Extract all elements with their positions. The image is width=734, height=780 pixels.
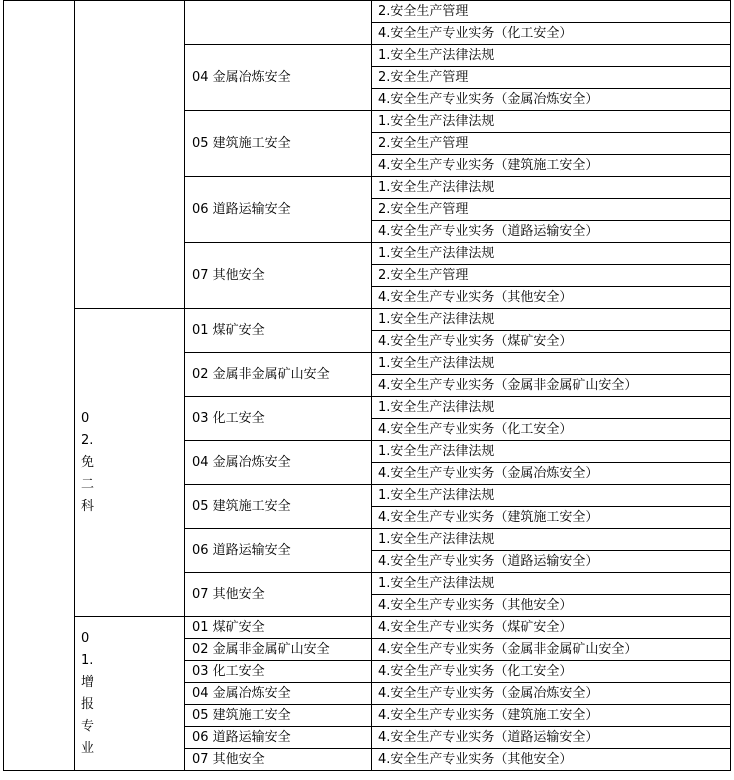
subject-cell	[372, 221, 731, 243]
subject-name: 4.安全生产专业实务（建筑施工安全）	[378, 510, 599, 525]
category-name: 06 道路运输安全	[192, 202, 291, 217]
group-label-line: 科	[81, 498, 95, 514]
category-name: 04 金属冶炼安全	[192, 455, 291, 470]
subject-cell	[372, 573, 731, 595]
subject-name: 1.安全生产法律法规	[378, 532, 495, 547]
subject-cell	[372, 177, 731, 199]
subject-name: 1.安全生产法律法规	[378, 356, 495, 371]
subject-name: 4.安全生产专业实务（建筑施工安全）	[378, 158, 599, 173]
subject-name: 4.安全生产专业实务（建筑施工安全）	[378, 708, 599, 723]
category-cell	[185, 573, 372, 617]
group-label-cell	[75, 309, 185, 617]
subject-name: 4.安全生产专业实务（金属冶炼安全）	[378, 686, 599, 701]
table-body	[4, 1, 731, 771]
category-name: 03 化工安全	[192, 664, 265, 679]
category-name: 02 金属非金属矿山安全	[192, 642, 330, 657]
subject-cell	[372, 727, 731, 749]
subject-name: 1.安全生产法律法规	[378, 576, 495, 591]
group-label	[81, 408, 97, 518]
subject-cell	[372, 507, 731, 529]
category-cell	[185, 749, 372, 771]
category-name: 05 建筑施工安全	[192, 499, 291, 514]
subject-cell	[372, 485, 731, 507]
category-name: 06 道路运输安全	[192, 730, 291, 745]
subject-name: 2.安全生产管理	[378, 70, 469, 85]
subject-name: 1.安全生产法律法规	[378, 114, 495, 129]
subject-cell	[372, 397, 731, 419]
subject-name: 4.安全生产专业实务（煤矿安全）	[378, 334, 573, 349]
group-label-line: 02.	[81, 410, 94, 448]
subject-name: 2.安全生产管理	[378, 202, 469, 217]
group-label-line: 免	[81, 454, 95, 470]
category-name: 01 煤矿安全	[192, 620, 265, 635]
subject-name: 1.安全生产法律法规	[378, 400, 495, 415]
subject-cell	[372, 551, 731, 573]
category-name: 06 道路运输安全	[192, 543, 291, 558]
table-row	[4, 617, 731, 639]
subject-name: 1.安全生产法律法规	[378, 246, 495, 261]
category-name: 07 其他安全	[192, 268, 265, 283]
category-name: 03 化工安全	[192, 411, 265, 426]
subject-cell	[372, 199, 731, 221]
subject-name: 1.安全生产法律法规	[378, 180, 495, 195]
subject-cell	[372, 639, 731, 661]
subject-name: 4.安全生产专业实务（化工安全）	[378, 26, 573, 41]
category-cell	[185, 353, 372, 397]
group-label-line: 专	[81, 718, 95, 734]
subject-cell	[372, 683, 731, 705]
subject-name: 4.安全生产专业实务（金属非金属矿山安全）	[378, 378, 638, 393]
subject-name: 2.安全生产管理	[378, 136, 469, 151]
category-cell	[185, 617, 372, 639]
blank-first-column	[4, 1, 75, 771]
group-label-cell	[75, 617, 185, 771]
subject-name: 4.安全生产专业实务（金属冶炼安全）	[378, 466, 599, 481]
category-cell	[185, 727, 372, 749]
category-cell	[185, 111, 372, 177]
subject-cell	[372, 133, 731, 155]
subject-name: 1.安全生产法律法规	[378, 312, 495, 327]
subject-name: 4.安全生产专业实务（煤矿安全）	[378, 620, 573, 635]
group-label-cell	[75, 1, 185, 309]
category-name: 05 建筑施工安全	[192, 708, 291, 723]
subject-cell	[372, 111, 731, 133]
group-label-line: 增	[81, 674, 95, 690]
category-name: 07 其他安全	[192, 587, 265, 602]
subject-cell	[372, 287, 731, 309]
subject-name: 4.安全生产专业实务（道路运输安全）	[378, 224, 599, 239]
subject-cell	[372, 1, 731, 23]
category-cell	[185, 683, 372, 705]
subject-name: 4.安全生产专业实务（化工安全）	[378, 664, 573, 679]
subject-name: 1.安全生产法律法规	[378, 48, 495, 63]
group-label-line: 01.	[81, 630, 94, 668]
table-row	[4, 309, 731, 331]
category-name: 01 煤矿安全	[192, 323, 265, 338]
exam-subject-table	[3, 0, 731, 771]
category-cell	[185, 397, 372, 441]
table-row	[4, 1, 731, 23]
subject-cell	[372, 617, 731, 639]
subject-cell	[372, 89, 731, 111]
group-label	[81, 628, 97, 760]
subject-name: 4.安全生产专业实务（金属冶炼安全）	[378, 92, 599, 107]
subject-cell	[372, 353, 731, 375]
category-cell	[185, 45, 372, 111]
subject-name: 4.安全生产专业实务（其他安全）	[378, 598, 573, 613]
subject-name: 4.安全生产专业实务（道路运输安全）	[378, 554, 599, 569]
category-cell	[185, 705, 372, 727]
group-label-line: 二	[81, 476, 95, 492]
group-label-line: 业	[81, 740, 95, 756]
category-name: 04 金属冶炼安全	[192, 686, 291, 701]
subject-cell	[372, 463, 731, 485]
subject-name: 1.安全生产法律法规	[378, 488, 495, 503]
subject-cell	[372, 441, 731, 463]
category-cell	[185, 441, 372, 485]
category-name: 07 其他安全	[192, 752, 265, 767]
subject-cell	[372, 265, 731, 287]
subject-name: 2.安全生产管理	[378, 4, 469, 19]
subject-cell	[372, 155, 731, 177]
subject-name: 4.安全生产专业实务（其他安全）	[378, 752, 573, 767]
subject-cell	[372, 595, 731, 617]
category-name: 05 建筑施工安全	[192, 136, 291, 151]
category-name: 04 金属冶炼安全	[192, 70, 291, 85]
subject-name: 4.安全生产专业实务（金属非金属矿山安全）	[378, 642, 638, 657]
category-cell	[185, 309, 372, 353]
subject-name: 4.安全生产专业实务（化工安全）	[378, 422, 573, 437]
subject-cell	[372, 661, 731, 683]
subject-cell	[372, 309, 731, 331]
subject-cell	[372, 331, 731, 353]
subject-cell	[372, 243, 731, 265]
subject-name: 4.安全生产专业实务（其他安全）	[378, 290, 573, 305]
category-cell	[185, 529, 372, 573]
subject-cell	[372, 529, 731, 551]
subject-cell	[372, 419, 731, 441]
category-cell	[185, 177, 372, 243]
category-cell	[185, 1, 372, 45]
subject-cell	[372, 375, 731, 397]
category-cell	[185, 639, 372, 661]
category-cell	[185, 485, 372, 529]
subject-name: 1.安全生产法律法规	[378, 444, 495, 459]
group-label-line: 报	[81, 696, 95, 712]
category-cell	[185, 661, 372, 683]
subject-name: 2.安全生产管理	[378, 268, 469, 283]
subject-cell	[372, 749, 731, 771]
subject-cell	[372, 23, 731, 45]
category-cell	[185, 243, 372, 309]
subject-cell	[372, 45, 731, 67]
subject-cell	[372, 67, 731, 89]
category-name: 02 金属非金属矿山安全	[192, 367, 330, 382]
subject-name: 4.安全生产专业实务（道路运输安全）	[378, 730, 599, 745]
subject-cell	[372, 705, 731, 727]
